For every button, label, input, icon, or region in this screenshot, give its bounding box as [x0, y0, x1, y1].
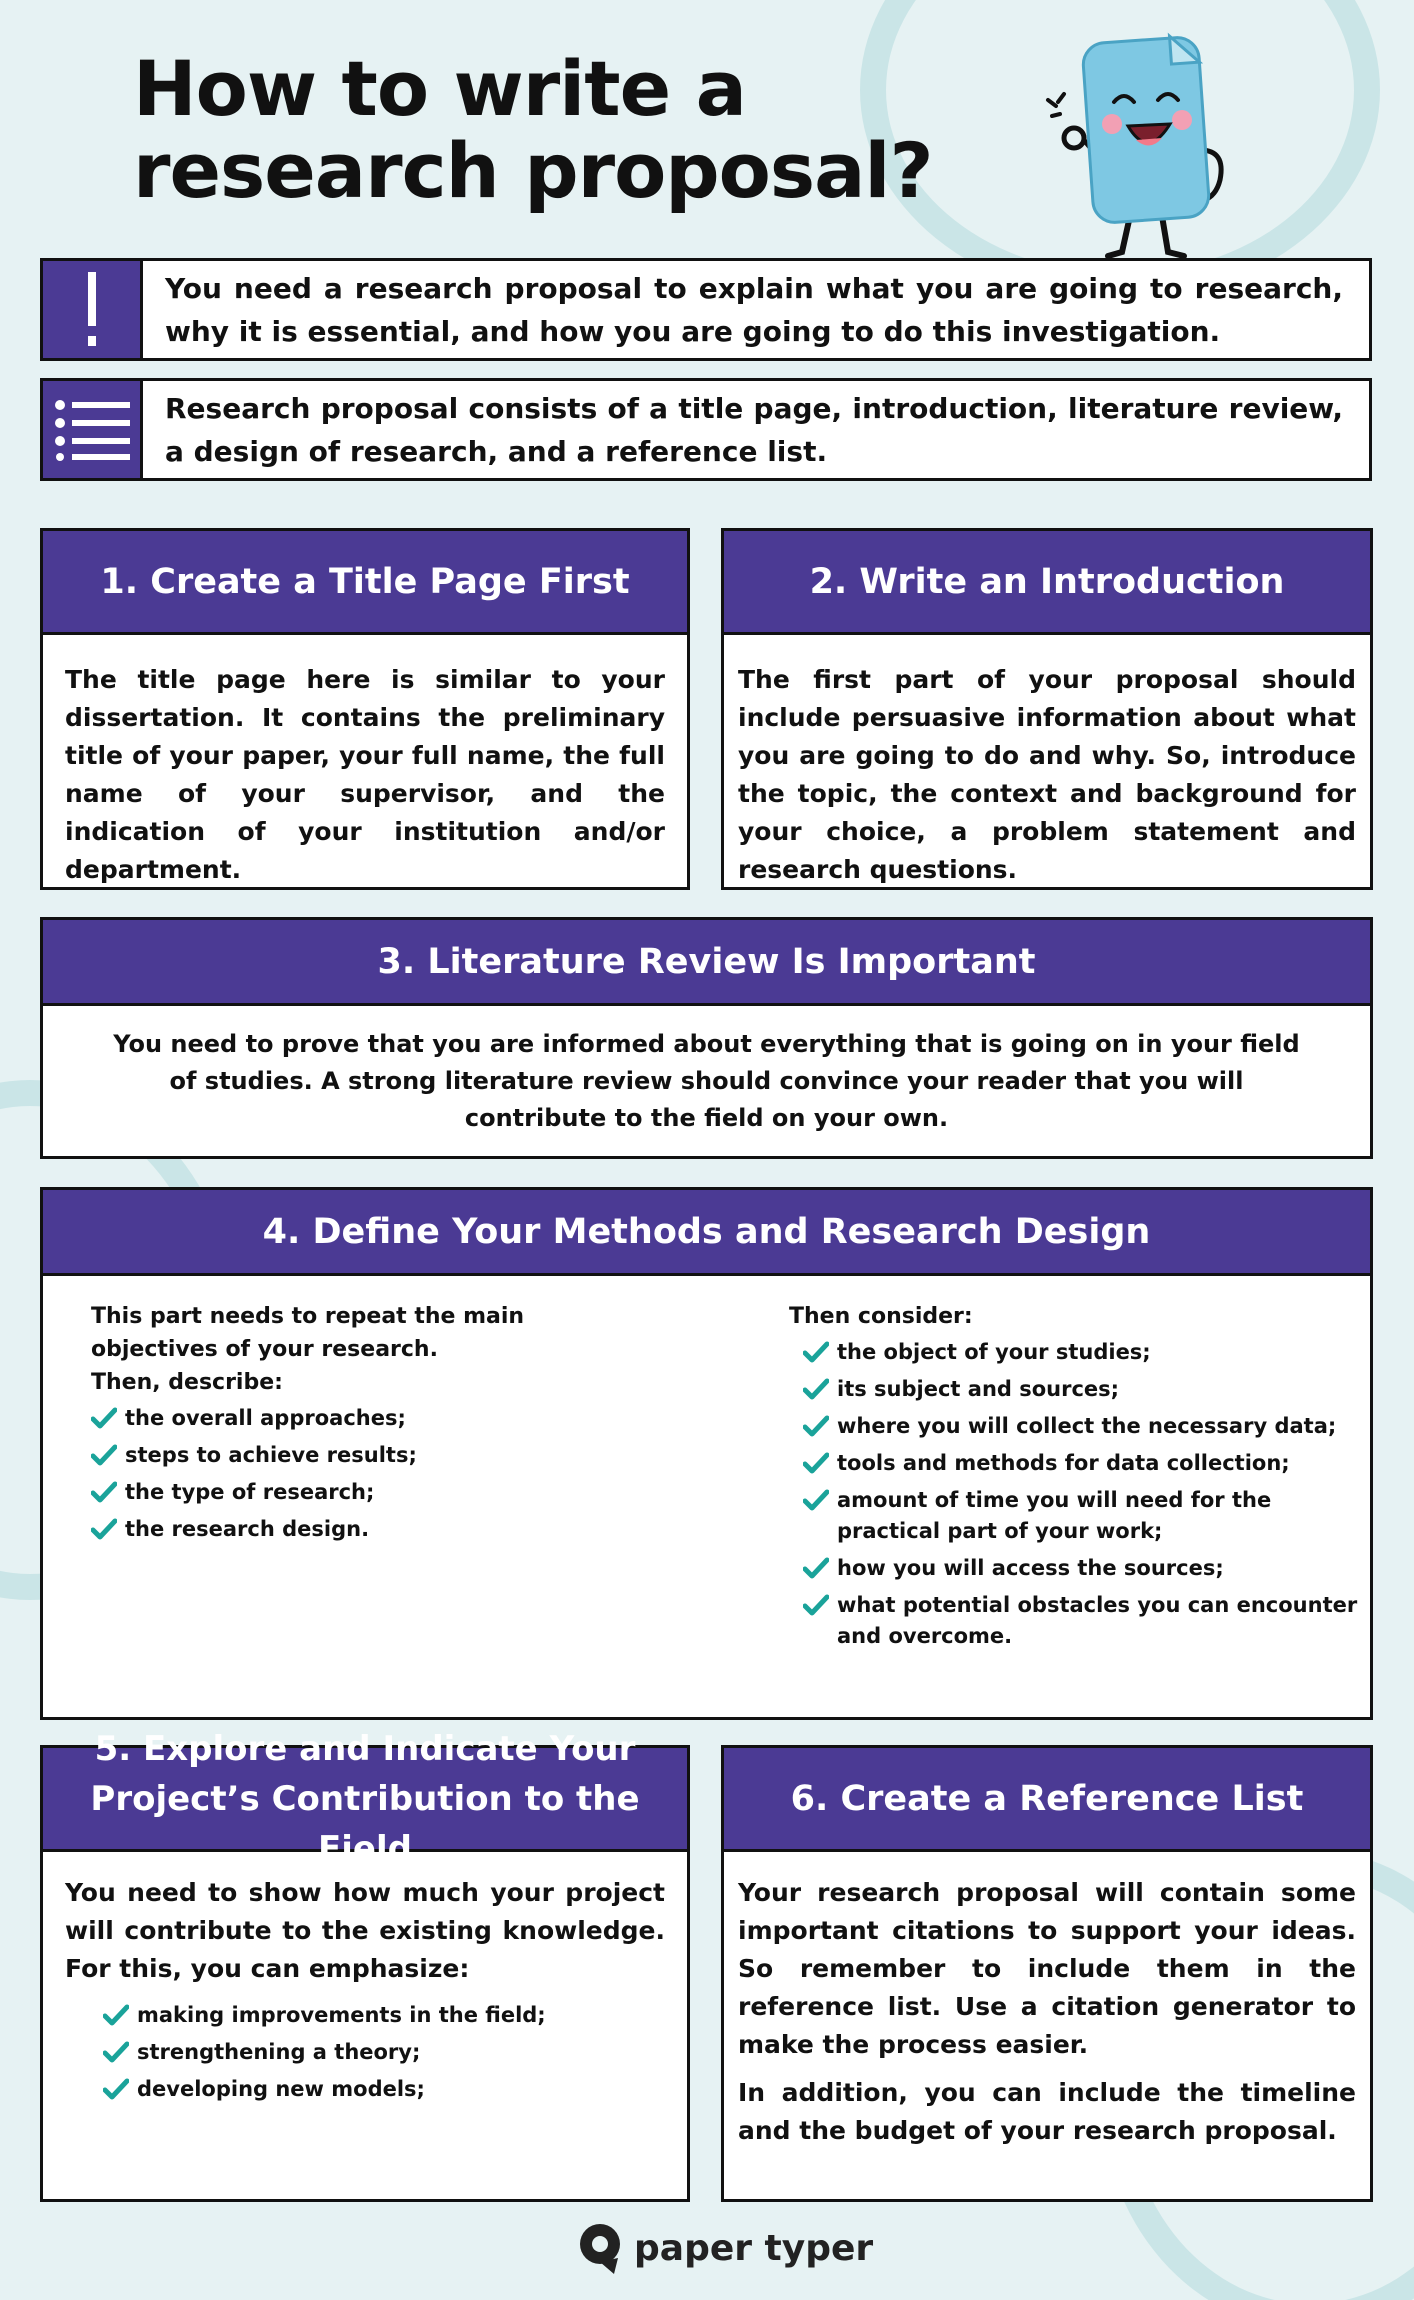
checklist-item-text: the object of your studies; — [837, 1340, 1151, 1364]
notice-purpose — [40, 258, 1372, 361]
list-icon — [54, 399, 130, 461]
step-2-heading: 2. Write an Introduction — [724, 531, 1370, 635]
step-2-card — [721, 528, 1373, 890]
checklist-item — [803, 1485, 1359, 1547]
step-4-card — [40, 1187, 1373, 1720]
step-1-card — [40, 528, 690, 890]
checklist-item-text: how you will access the sources; — [837, 1556, 1224, 1580]
page-title — [133, 44, 953, 215]
checkmark-icon — [91, 1444, 117, 1466]
step-5-card — [40, 1728, 690, 2202]
checklist-item-text: where you will collect the necessary data; — [837, 1414, 1337, 1438]
brand-name: paper typer — [634, 2227, 874, 2269]
step-1-heading: 1. Create a Title Page First — [43, 531, 687, 635]
checklist-item — [91, 1514, 671, 1545]
step-5-list — [43, 1988, 687, 2105]
checklist-item — [103, 2074, 687, 2105]
step-4-heading: 4. Define Your Methods and Research Design — [43, 1190, 1370, 1276]
checkmark-icon — [803, 1341, 829, 1363]
checkmark-icon — [103, 2004, 129, 2026]
checklist-item — [803, 1553, 1359, 1584]
checkmark-icon — [803, 1452, 829, 1474]
checkmark-icon — [91, 1518, 117, 1540]
checklist-item — [103, 2037, 687, 2068]
step-5-heading-line-1: 5. Explore and Indicate Your — [94, 1728, 636, 1769]
step-4-right-then: Then consider: — [789, 1304, 973, 1329]
checklist-item — [91, 1440, 671, 1471]
checkmark-icon — [803, 1557, 829, 1579]
checkmark-icon — [803, 1415, 829, 1437]
notice-structure-text: Research proposal consists of a title page, introduction, literature review, a design of research, and a reference list. — [165, 391, 1343, 468]
notice-icon-box — [43, 261, 143, 358]
step-3-card — [40, 917, 1373, 1159]
step-3-heading: 3. Literature Review Is Important — [43, 920, 1370, 1006]
step-4-left-then: Then, describe: — [91, 1370, 283, 1395]
step-6-card — [721, 1745, 1373, 2202]
checkmark-icon — [803, 1378, 829, 1400]
step-3-text: You need to prove that you are informed about everything that is going on in your field of studies. A strong literature review should convince your reader that you will contribute to the field on your own. — [113, 1030, 1300, 1132]
checklist-item — [803, 1337, 1359, 1368]
checkmark-icon — [803, 1594, 829, 1616]
checklist-item-text: making improvements in the field; — [137, 2003, 546, 2027]
step-4-left-column — [91, 1300, 671, 1551]
step-5-heading — [43, 1728, 687, 1869]
step-4-right-list — [789, 1337, 1359, 1652]
paper-mascot-illustration — [990, 20, 1250, 270]
step-6-heading: 6. Create a Reference List — [724, 1748, 1370, 1852]
checklist-item-text: amount of time you will need for the practical part of your work; — [837, 1488, 1272, 1543]
checklist-item — [803, 1374, 1359, 1405]
checklist-item — [803, 1590, 1359, 1652]
checklist-item-text: steps to achieve results; — [125, 1443, 417, 1467]
step-4-left-intro: This part needs to repeat the main objectives of your research. — [91, 1304, 525, 1362]
checklist-item-text: tools and methods for data collection; — [837, 1451, 1290, 1475]
checklist-item — [91, 1477, 671, 1508]
checkmark-icon — [103, 2041, 129, 2063]
step-6-text-2: In addition, you can include the timeline and the budget of your research proposal. — [738, 2078, 1356, 2145]
checklist-item-text: strengthening a theory; — [137, 2040, 421, 2064]
title-line-1: How to write a — [133, 44, 746, 133]
checklist-item — [803, 1448, 1359, 1479]
step-2-text: The first part of your proposal should include persuasive information about what you are going to do and why. So, introduce the topic, the context and background for your choice, a problem statement and research questions. — [738, 665, 1356, 884]
step-1-text: The title page here is similar to your dissertation. It contains the preliminary title of your paper, your full name, the full name of your supervisor, and the indication of your institution and/or department. — [65, 665, 665, 884]
checklist-item-text: what potential obstacles you can encounter and overcome. — [837, 1593, 1358, 1648]
checkmark-icon — [803, 1489, 829, 1511]
step-4-right-column — [789, 1300, 1359, 1658]
checklist-item — [103, 2000, 687, 2031]
checklist-item-text: the type of research; — [125, 1480, 375, 1504]
paper-typer-logo-icon — [578, 2222, 624, 2274]
notice-structure — [40, 378, 1372, 481]
title-line-2: research proposal? — [133, 126, 933, 215]
step-5-text: You need to show how much your project will contribute to the existing knowledge. For this, you can emphasize: — [65, 1878, 665, 1983]
checklist-item-text: its subject and sources; — [837, 1377, 1120, 1401]
checkmark-icon — [103, 2078, 129, 2100]
notice-purpose-text: You need a research proposal to explain what you are going to research, why it is essential, and how you are going to do this investigation. — [165, 271, 1343, 348]
exclamation-icon — [82, 272, 102, 348]
checklist-item — [803, 1411, 1359, 1442]
step-5-heading-line-2: Project’s Contribution to the Field — [90, 1778, 640, 1869]
checklist-item-text: developing new models; — [137, 2077, 425, 2101]
step-6-text-1: Your research proposal will contain some important citations to support your ideas. So remember to include them in the reference list. Use a citation generator to make the process easier. — [738, 1878, 1356, 2059]
notice-icon-box — [43, 381, 143, 478]
checkmark-icon — [91, 1481, 117, 1503]
checklist-item-text: the research design. — [125, 1517, 370, 1541]
brand-logo — [578, 2222, 873, 2274]
checklist-item-text: the overall approaches; — [125, 1406, 406, 1430]
checkmark-icon — [91, 1407, 117, 1429]
step-4-left-list — [91, 1403, 671, 1545]
checklist-item — [91, 1403, 671, 1434]
